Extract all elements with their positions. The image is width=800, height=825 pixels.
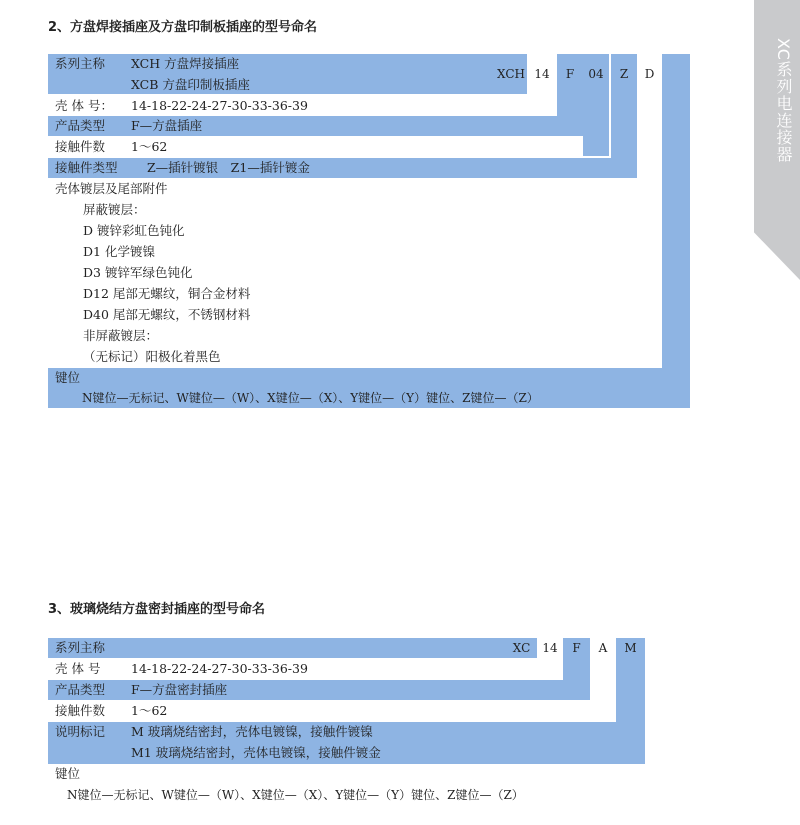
plating-option-d: D 镀锌彩虹色钝化 <box>83 223 185 238</box>
code-desc-3: M <box>624 641 637 655</box>
shield-plating-label: 屏蔽镀层： <box>83 202 146 217</box>
desc-label-3: 说明标记 <box>55 724 106 739</box>
contacts-label: 接触件数 <box>55 139 106 154</box>
product-type-band-3 <box>48 680 590 700</box>
code-shell: 14 <box>534 67 550 81</box>
desc-value-m1: M1 玻璃烧结密封，壳体电镀镍，接触件镀金 <box>131 745 381 760</box>
product-type-band <box>48 116 583 136</box>
product-type-label: 产品类型 <box>55 118 106 133</box>
plating-option-d3: D3 镀锌军绿色钝化 <box>83 265 193 280</box>
code-product: F <box>565 67 575 81</box>
shell-label: 壳 体 号： <box>55 98 113 113</box>
nonshield-plating-label: 非屏蔽镀层： <box>83 328 159 343</box>
desc-value-m: M 玻璃烧结密封，壳体电镀镍，接触件镀镍 <box>131 724 373 739</box>
plating-option-d40: D40 尾部无螺纹，不锈钢材料 <box>83 307 251 322</box>
key-value-3: N键位—无标记、W键位—（W）、X键位—（X）、Y键位—（Y）键位、Z键位—（Z） <box>67 788 524 802</box>
contact-type-value: Z—插针镀银 Z1—插针镀金 <box>147 160 310 175</box>
shell-label-3: 壳 体 号 <box>55 661 101 676</box>
contacts-label-3: 接触件数 <box>55 703 106 718</box>
series-label: 系列主称 <box>55 56 106 71</box>
series-label-3: 系列主称 <box>55 640 106 655</box>
connector-bar-d <box>662 54 690 408</box>
plating-option-d12: D12 尾部无螺纹，铜合金材料 <box>83 286 251 301</box>
key-label-3: 键位 <box>55 766 81 781</box>
plating-option-none: （无标记）阳极化着黑色 <box>83 349 221 364</box>
code-contacts-3: A <box>598 641 608 655</box>
code-contact-type: Z <box>619 67 629 81</box>
series-value-xch: XCH 方盘焊接插座 <box>131 56 240 71</box>
series-band-3 <box>48 638 537 658</box>
sidebar-label: XC系列电连接器 <box>774 38 793 163</box>
product-type-label-3: 产品类型 <box>55 682 106 697</box>
contacts-value: 1～62 <box>131 139 168 154</box>
contact-type-label: 接触件类型 <box>55 160 118 175</box>
section2-title: 2、方盘焊接插座及方盘印制板插座的型号命名 <box>48 20 318 35</box>
series-band <box>48 54 527 94</box>
code-series-3: XC <box>512 641 531 655</box>
shell-value: 14-18-22-24-27-30-33-36-39 <box>131 98 308 113</box>
shell-value-3: 14-18-22-24-27-30-33-36-39 <box>131 661 308 676</box>
key-value: N键位—无标记、W键位—（W）、X键位—（X）、Y键位—（Y）键位、Z键位—（Z） <box>82 391 539 405</box>
product-type-value-3: F—方盘密封插座 <box>131 682 228 697</box>
code-product-3: F <box>572 641 581 655</box>
product-type-value: F—方盘插座 <box>131 118 203 133</box>
contacts-value-3: 1～62 <box>131 703 168 718</box>
code-shell-3: 14 <box>542 641 558 655</box>
key-label: 键位 <box>55 370 81 385</box>
code-contacts: 04 <box>588 67 604 81</box>
section3-title: 3、玻璃烧结方盘密封插座的型号命名 <box>48 602 266 617</box>
series-value-xcb: XCB 方盘印制板插座 <box>131 77 250 92</box>
plating-option-d1: D1 化学镀镍 <box>83 244 155 259</box>
code-series: XCH <box>497 67 525 81</box>
contact-type-band <box>48 158 637 178</box>
code-plating: D <box>644 67 655 81</box>
plating-label: 壳体镀层及尾部附件 <box>55 181 168 196</box>
